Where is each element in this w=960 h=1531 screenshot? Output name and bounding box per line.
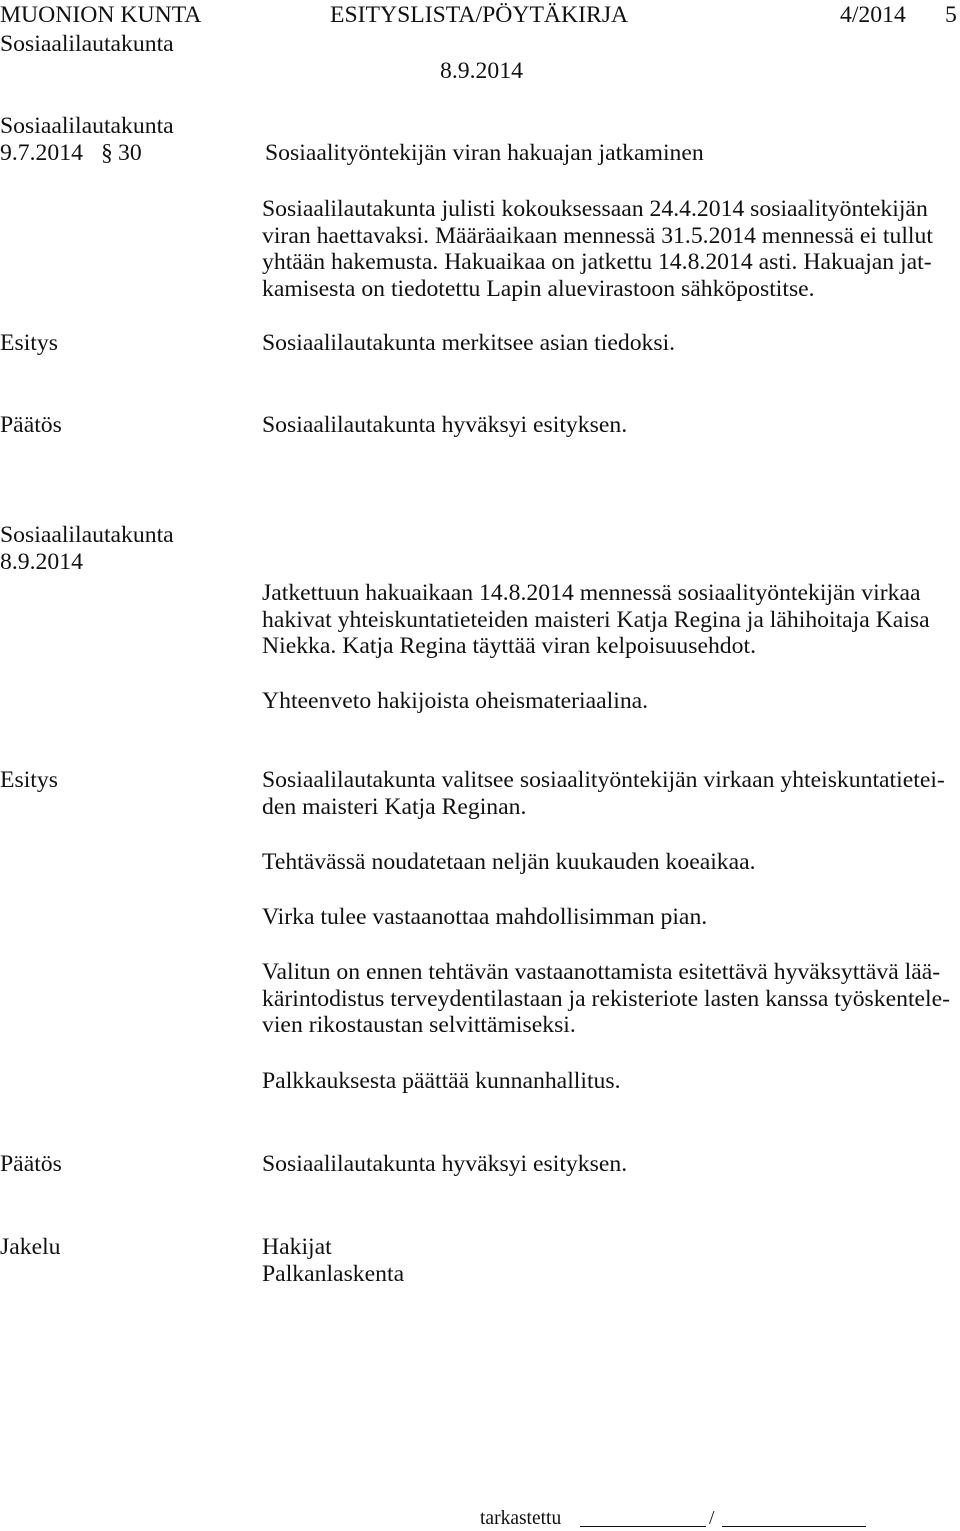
section-sign: § <box>101 140 113 166</box>
current-decision-label: Päätös <box>0 1151 62 1177</box>
earlier-decision-label: Päätös <box>0 412 62 438</box>
text-line: hakivat yhteiskuntatieteiden maisteri Katja Regina ja lähihoitaja Kaisa <box>262 606 930 633</box>
current-proposal-label: Esitys <box>0 767 58 793</box>
header-body-name: Sosiaalilautakunta <box>0 31 174 57</box>
item-title: Sosiaalityöntekijän viran hakuajan jatkaminen <box>265 140 704 166</box>
health-certificate-text <box>262 959 950 1039</box>
meeting-number: 4/2014 <box>840 2 906 28</box>
current-proposal-text <box>262 767 945 820</box>
text-line: kamisesta on tiedotettu Lapin aluevirastoon sähköpostitse. <box>262 276 815 303</box>
current-decision-text: Sosiaalilautakunta hyväksyi esityksen. <box>262 1151 628 1177</box>
text-line: den maisteri Katja Reginan. <box>262 793 527 820</box>
earlier-proposal-label: Esitys <box>0 330 58 356</box>
distribution-label: Jakelu <box>0 1234 61 1260</box>
earlier-proposal-text: Sosiaalilautakunta merkitsee asian tiedoksi. <box>262 330 676 356</box>
document-type: ESITYSLISTA/PÖYTÄKIRJA <box>330 2 629 28</box>
text-line: Sosiaalilautakunta julisti kokouksessaan 24.4.2014 sosiaalityöntekijän <box>262 196 928 222</box>
text-line: Valitun on ennen tehtävän vastaanottamista esitettävä hyväksyttävä lää- <box>262 959 941 985</box>
organization-name: MUONION KUNTA <box>0 2 202 28</box>
text-line: kärintodistus terveydentilastaan ja rekisteriote lasten kanssa työskentele- <box>262 985 951 1012</box>
checked-label: tarkastettu <box>480 1508 562 1529</box>
text-line: yhtään hakemusta. Hakuaikaa on jatkettu 14.8.2014 asti. Hakuajan jat- <box>262 249 932 276</box>
earlier-body-name: Sosiaalilautakunta <box>0 113 174 139</box>
earlier-decision-text: Sosiaalilautakunta hyväksyi esityksen. <box>262 412 628 438</box>
text-line: Niekka. Katja Regina täyttää viran kelpoisuusehdot. <box>262 633 757 660</box>
trial-period-text: Tehtävässä noudatetaan neljän kuukauden koeaikaa. <box>262 849 756 875</box>
text-line: vien rikostaustan selvittämiseksi. <box>262 1012 576 1039</box>
acceptance-text: Virka tulee vastaanottaa mahdollisimman pian. <box>262 904 708 930</box>
header-meeting-date: 8.9.2014 <box>440 58 523 84</box>
earlier-description <box>262 196 933 303</box>
checked-blank-first <box>580 1526 706 1527</box>
current-description <box>262 580 930 660</box>
attachment-note: Yhteenveto hakijoista oheismateriaalina. <box>262 688 649 714</box>
text-line: Sosiaalilautakunta valitsee sosiaalityöntekijän virkaan yhteiskuntatietei- <box>262 767 945 793</box>
checked-separator: / <box>709 1508 715 1529</box>
salary-text: Palkkauksesta päättää kunnanhallitus. <box>262 1068 621 1094</box>
distribution-item: Palkanlaskenta <box>262 1260 405 1287</box>
text-line: viran haettavaksi. Määräaikaan mennessä 31.5.2014 mennessä ei tullut <box>262 222 933 249</box>
page-number: 5 <box>945 2 957 28</box>
current-body-name: Sosiaalilautakunta <box>0 522 174 548</box>
earlier-date: 9.7.2014 <box>0 140 83 166</box>
section-number: 30 <box>118 140 142 166</box>
checked-blank-second <box>722 1526 866 1527</box>
text-line: Jatkettuun hakuaikaan 14.8.2014 mennessä sosiaalityöntekijän virkaa <box>262 580 921 606</box>
distribution-list <box>262 1234 404 1287</box>
current-date: 8.9.2014 <box>0 549 83 575</box>
distribution-item: Hakijat <box>262 1234 332 1260</box>
